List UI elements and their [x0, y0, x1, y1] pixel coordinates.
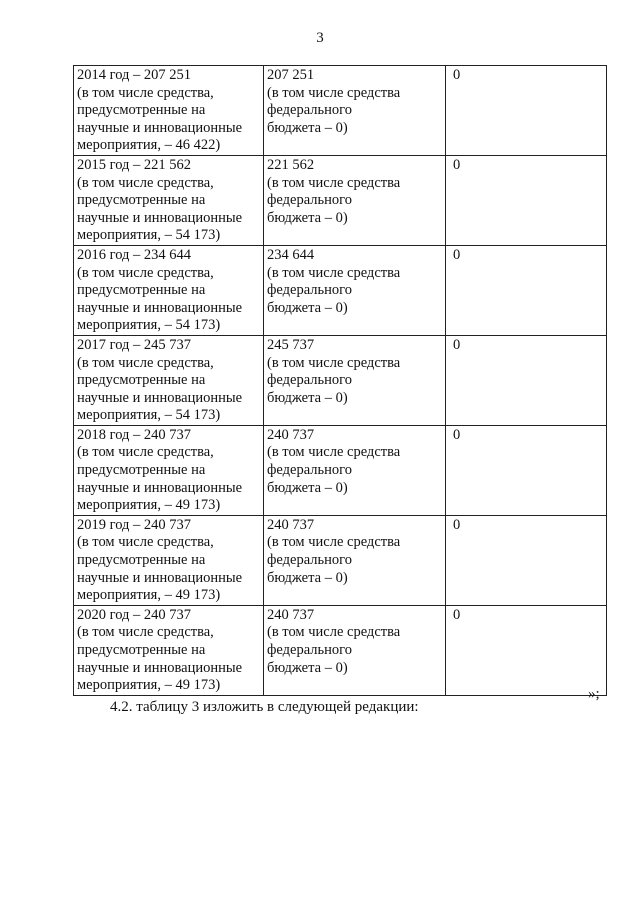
- other-funding-value: 0: [453, 156, 461, 173]
- total-funding-line: (в том числе средства,: [77, 264, 214, 281]
- regional-funding-line: 234 644: [267, 246, 315, 263]
- regional-funding-cell: [264, 66, 446, 156]
- total-funding-line: 2019 год – 240 737: [77, 516, 192, 533]
- total-funding-line: предусмотренные на: [77, 102, 206, 119]
- total-funding-cell: [74, 245, 264, 335]
- table-row: [74, 605, 607, 695]
- total-funding-line: (в том числе средства,: [77, 534, 214, 551]
- other-funding-value: 0: [453, 426, 461, 443]
- total-funding-line: (в том числе средства,: [77, 174, 214, 191]
- other-funding-cell: [446, 155, 607, 245]
- total-funding-line: предусмотренные на: [77, 462, 206, 479]
- regional-funding-line: бюджета – 0): [267, 299, 348, 316]
- total-funding-line: (в том числе средства,: [77, 624, 214, 641]
- total-funding-line: мероприятия, – 54 173): [77, 227, 221, 244]
- regional-funding-cell: [264, 515, 446, 605]
- regional-funding-line: (в том числе средства: [267, 354, 401, 371]
- total-funding-cell: [74, 66, 264, 156]
- total-funding-line: мероприятия, – 49 173): [77, 497, 221, 514]
- regional-funding-line: бюджета – 0): [267, 209, 348, 226]
- total-funding-line: научные и инновационные: [77, 569, 243, 586]
- total-funding-line: мероприятия, – 54 173): [77, 317, 221, 334]
- table-row: [74, 425, 607, 515]
- total-funding-cell: [74, 425, 264, 515]
- regional-funding-line: федерального: [267, 282, 352, 299]
- total-funding-cell: [74, 605, 264, 695]
- regional-funding-line: (в том числе средства: [267, 624, 401, 641]
- regional-funding-line: федерального: [267, 372, 352, 389]
- regional-funding-line: бюджета – 0): [267, 119, 348, 136]
- regional-funding-cell: [264, 425, 446, 515]
- total-funding-line: 2017 год – 245 737: [77, 336, 192, 353]
- regional-funding-line: 207 251: [267, 67, 315, 83]
- total-funding-line: 2015 год – 221 562: [77, 156, 192, 173]
- regional-funding-line: (в том числе средства: [267, 534, 401, 551]
- total-funding-line: 2016 год – 234 644: [77, 246, 192, 263]
- other-funding-cell: [446, 515, 607, 605]
- total-funding-line: мероприятия, – 49 173): [77, 587, 221, 604]
- instruction-text: 4.2. таблицу 3 изложить в следующей редакции:: [110, 699, 419, 715]
- total-funding-line: научные и инновационные: [77, 479, 243, 496]
- other-funding-cell: [446, 245, 607, 335]
- regional-funding-line: 240 737: [267, 426, 315, 443]
- total-funding-line: научные и инновационные: [77, 119, 243, 136]
- other-funding-value: 0: [453, 606, 461, 623]
- regional-funding-cell: [264, 245, 446, 335]
- regional-funding-line: бюджета – 0): [267, 569, 348, 586]
- regional-funding-line: (в том числе средства: [267, 444, 401, 461]
- total-funding-line: (в том числе средства,: [77, 84, 214, 101]
- regional-funding-cell: [264, 335, 446, 425]
- total-funding-cell: [74, 335, 264, 425]
- page-number: 3: [316, 30, 324, 46]
- total-funding-line: предусмотренные на: [77, 372, 206, 389]
- total-funding-line: предусмотренные на: [77, 642, 206, 658]
- regional-funding-line: бюджета – 0): [267, 389, 348, 406]
- total-funding-line: научные и инновационные: [77, 389, 243, 406]
- other-funding-cell: [446, 605, 607, 695]
- total-funding-cell: [74, 515, 264, 605]
- regional-funding-line: 240 737: [267, 606, 315, 623]
- other-funding-value: 0: [453, 516, 461, 533]
- total-funding-cell: [74, 155, 264, 245]
- regional-funding-line: федерального: [267, 192, 352, 209]
- total-funding-line: 2020 год – 240 737: [77, 606, 192, 623]
- total-funding-line: (в том числе средства,: [77, 444, 214, 461]
- regional-funding-line: федерального: [267, 552, 352, 569]
- other-funding-cell: [446, 66, 607, 156]
- total-funding-line: предусмотренные на: [77, 552, 206, 569]
- table-row: [74, 335, 607, 425]
- total-funding-line: научные и инновационные: [77, 209, 243, 226]
- other-funding-cell: [446, 425, 607, 515]
- regional-funding-line: бюджета – 0): [267, 479, 348, 496]
- regional-funding-cell: [264, 155, 446, 245]
- total-funding-line: предусмотренные на: [77, 192, 206, 209]
- total-funding-line: предусмотренные на: [77, 282, 206, 299]
- funding-table-body: [74, 66, 607, 696]
- total-funding-line: научные и инновационные: [77, 299, 243, 316]
- total-funding-line: мероприятия, – 49 173): [77, 677, 221, 694]
- other-funding-value: 0: [453, 336, 461, 353]
- table-row: [74, 155, 607, 245]
- regional-funding-line: бюджета – 0): [267, 659, 348, 676]
- other-funding-cell: [446, 335, 607, 425]
- regional-funding-line: (в том числе средства: [267, 264, 401, 281]
- regional-funding-line: (в том числе средства: [267, 174, 401, 191]
- other-funding-value: 0: [453, 246, 461, 263]
- regional-funding-line: федерального: [267, 642, 352, 658]
- regional-funding-line: 245 737: [267, 336, 315, 353]
- total-funding-line: мероприятия, – 54 173): [77, 407, 221, 424]
- regional-funding-line: 221 562: [267, 156, 315, 173]
- regional-funding-line: (в том числе средства: [267, 84, 401, 101]
- total-funding-line: 2018 год – 240 737: [77, 426, 192, 443]
- total-funding-line: научные и инновационные: [77, 659, 243, 676]
- total-funding-line: (в том числе средства,: [77, 354, 214, 371]
- regional-funding-line: федерального: [267, 102, 352, 119]
- other-funding-value: 0: [453, 67, 461, 83]
- regional-funding-line: 240 737: [267, 516, 315, 533]
- closing-quote: »;: [588, 686, 600, 702]
- total-funding-line: мероприятия, – 46 422): [77, 137, 221, 154]
- funding-table: [73, 65, 607, 696]
- table-row: [74, 66, 607, 156]
- regional-funding-cell: [264, 605, 446, 695]
- table-row: [74, 245, 607, 335]
- total-funding-line: 2014 год – 207 251: [77, 67, 192, 83]
- table-row: [74, 515, 607, 605]
- regional-funding-line: федерального: [267, 462, 352, 479]
